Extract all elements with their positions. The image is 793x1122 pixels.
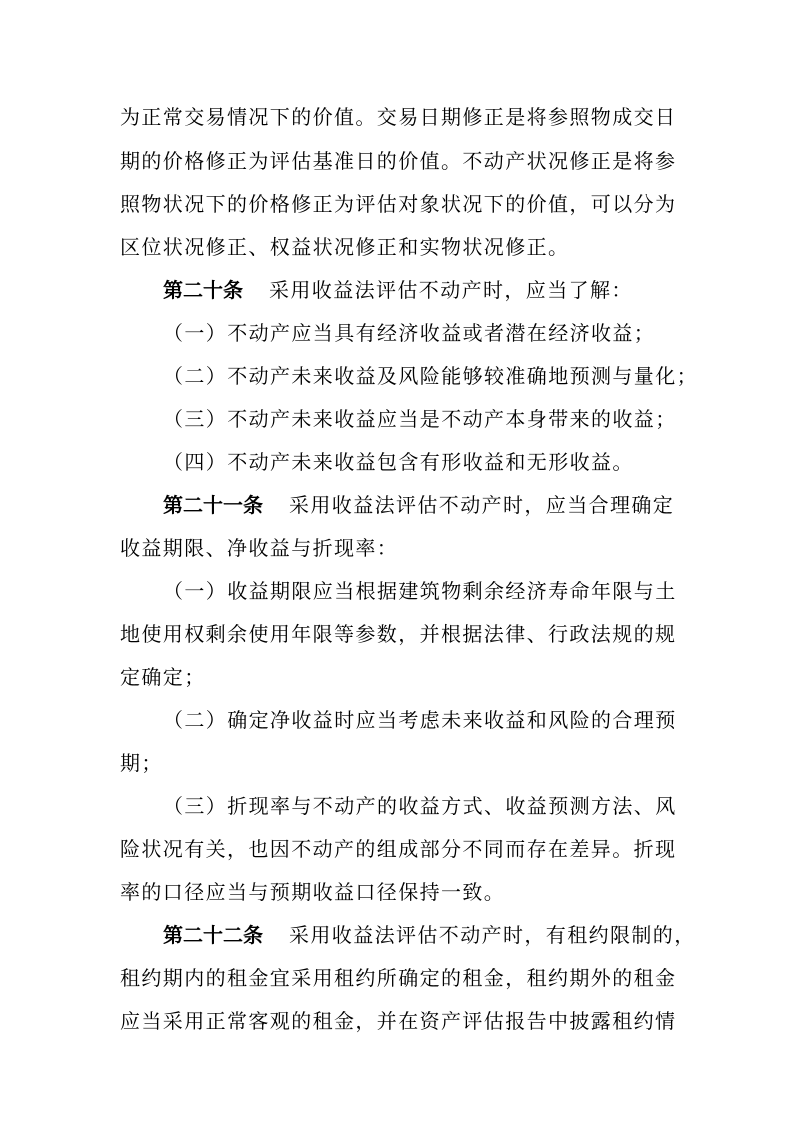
list-item: （二）不动产未来收益及风险能够较准确地预测与量化； [163, 364, 698, 388]
paragraph-line: 险状况有关，也因不动产的组成部分不同而存在差异。折现 [120, 837, 677, 861]
paragraph-line: 租约期内的租金宜采用租约所确定的租金，租约期外的租金 [120, 966, 677, 990]
paragraph-line: 定确定； [120, 665, 206, 689]
paragraph-line: 照物状况下的价格修正为评估对象状况下的价值，可以分为 [120, 192, 677, 216]
article-20-line [163, 277, 633, 303]
paragraph-line: 地使用权剩余使用年限等参数，并根据法律、行政法规的规 [120, 622, 677, 646]
article-22-line [163, 922, 696, 948]
list-item: （三）折现率与不动产的收益方式、收益预测方法、风 [163, 794, 677, 818]
article-21-text: 采用收益法评估不动产时，应当合理确定 [289, 493, 675, 517]
paragraph-line: 期的价格修正为评估基准日的价值。不动产状况修正是将参 [120, 149, 677, 173]
paragraph-line: 为正常交易情况下的价值。交易日期修正是将参照物成交日 [120, 105, 677, 129]
paragraph-line: 率的口径应当与预期收益口径保持一致。 [120, 880, 506, 904]
paragraph-line: 区位状况修正、权益状况修正和实物状况修正。 [120, 235, 570, 259]
list-item: （二）确定净收益时应当考虑未来收益和风险的合理预 [163, 708, 677, 732]
article-20-heading: 第二十条 [163, 278, 243, 302]
article-21-line [163, 492, 674, 518]
list-item: （三）不动产未来收益应当是不动产本身带来的收益； [163, 407, 677, 431]
article-22-text: 采用收益法评估不动产时，有租约限制的， [289, 923, 696, 947]
list-item: （四）不动产未来收益包含有形收益和无形收益。 [163, 450, 634, 474]
article-21-heading: 第二十一条 [163, 493, 263, 517]
list-item: （一）收益期限应当根据建筑物剩余经济寿命年限与土 [163, 579, 677, 603]
paragraph-line: 收益期限、净收益与折现率： [120, 536, 399, 560]
article-20-text: 采用收益法评估不动产时，应当了解： [269, 278, 633, 302]
paragraph-line: 应当采用正常客观的租金，并在资产评估报告中披露租约情 [120, 1009, 677, 1033]
paragraph-line: 期； [120, 751, 163, 775]
list-item: （一）不动产应当具有经济收益或者潜在经济收益； [163, 321, 656, 345]
article-22-heading: 第二十二条 [163, 923, 263, 947]
